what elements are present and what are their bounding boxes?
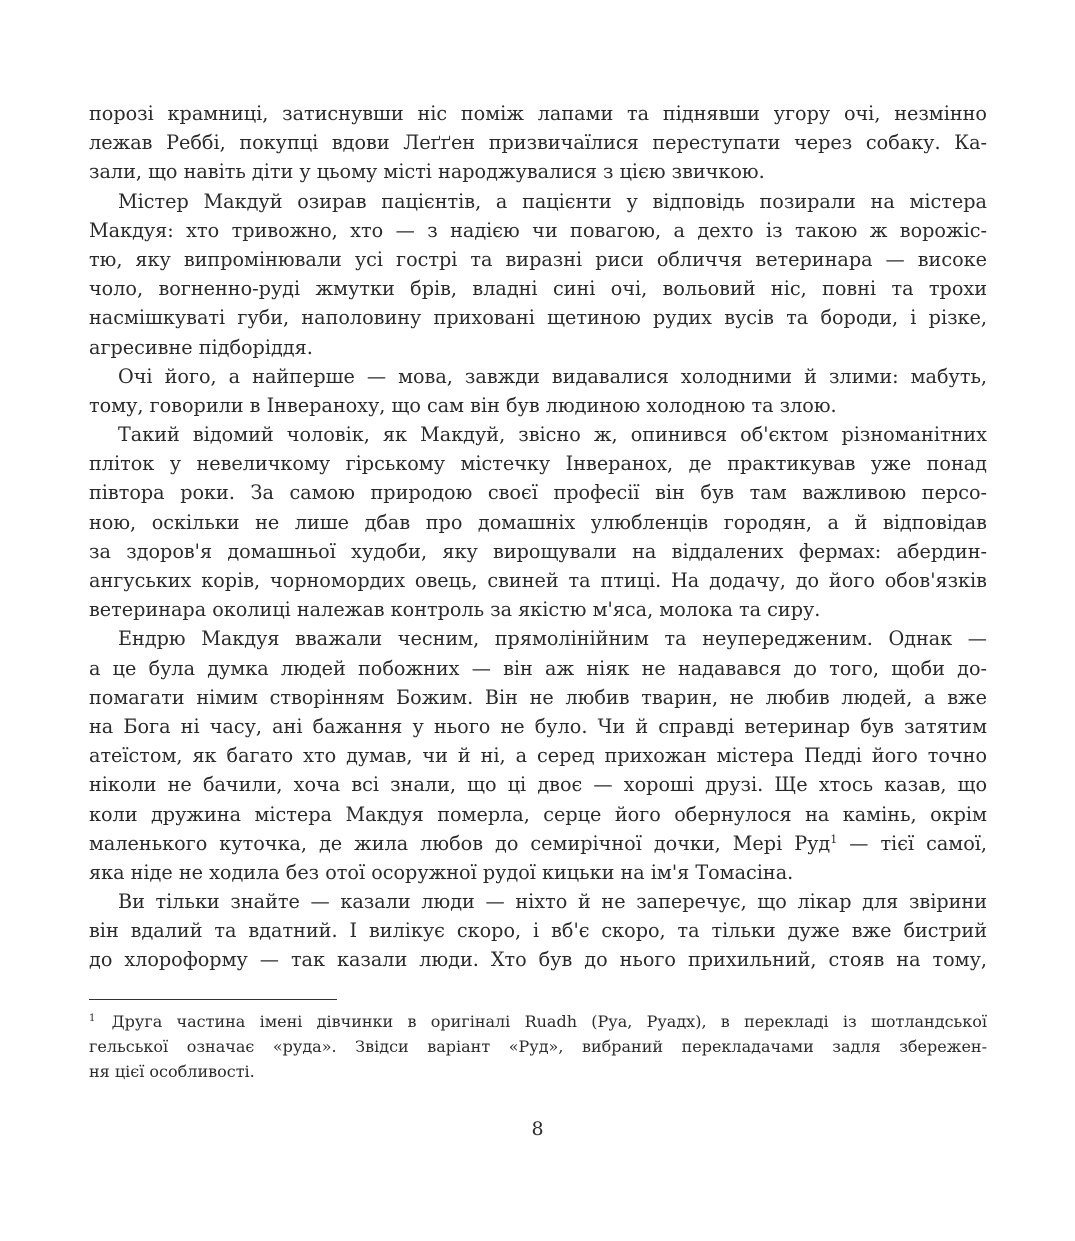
- text-line: Ви тільки знайте — казали люди — ніхто й не заперечує, що лікар для звірини: [118, 890, 987, 914]
- text-line: пліток у невеличкому гірському містечку Інверанох, де практикував уже понад: [89, 452, 987, 476]
- paragraph: [89, 420, 987, 624]
- text-fragment: — тієї самої,: [837, 831, 987, 855]
- paragraph: [89, 187, 987, 362]
- paragraph: [89, 887, 987, 975]
- text-line: до хлороформу — так казали люди. Хто був до нього прихильний, стояв на тому,: [89, 948, 987, 972]
- text-line: тю, яку випромінювали усі гострі та виразні риси обличчя ветеринара — високе: [89, 247, 987, 271]
- text-line: ветеринара околиці належав контроль за якістю м'яса, молока та сиру.: [89, 598, 821, 622]
- paragraph: [89, 624, 987, 887]
- footnote: [89, 1009, 987, 1084]
- text-line: Очі його, а найперше — мова, завжди видавалися холодними й злими: мабуть,: [118, 364, 987, 388]
- text-line: яка ніде не ходила без отої осоружної рудої кицьки на ім'я Томасіна.: [89, 860, 794, 884]
- text-line: Макдуя: хто тривожно, хто — з надією чи повагою, а дехто із такою ж ворожіс-: [89, 218, 987, 242]
- text-line: Ендрю Макдуя вважали чесним, прямолінійним та неупередженим. Однак —: [118, 627, 987, 651]
- text-line: він вдалий та вдатний. І вилікує скоро, і вб'є скоро, та тільки дуже вже бистрий: [89, 919, 987, 943]
- text-line: ною, оскільки не лише дбав про домашніх улюбленців городян, а й відповідав: [89, 510, 987, 534]
- text-line: зали, що навіть діти у цьому місті народжувалися з цією звичкою.: [89, 160, 765, 184]
- page-number: 8: [531, 1118, 544, 1140]
- text-line: помагати німим створінням Божим. Він не любив тварин, не любив людей, а вже: [89, 685, 987, 709]
- text-line: ангуських корів, чорномордих овець, свиней та птиці. На додачу, до його обов'язків: [89, 569, 987, 592]
- text-line: півтора роки. За самою природою своєї професії він був там важливою персо-: [89, 481, 987, 505]
- text-line: ніколи не бачили, хоча всі знали, що ці двоє — хороші друзі. Ще хтось казав, що: [89, 773, 987, 797]
- text-line: Містер Макдуй озирав пацієнтів, а пацієнти у відповідь позирали на містера: [118, 189, 987, 213]
- paragraph: [89, 362, 987, 420]
- text-fragment: Друга частина імені дівчинки в оригіналі Ruadh (Руа, Руадх), в перекладі із шотландської: [111, 1012, 987, 1031]
- text-line: коли дружина містера Макдуя померла, серце його обернулося на камінь, окрім: [89, 802, 987, 826]
- text-line: лежав Реббі, покупці вдови Леґґен призвичаїлися переступати через собаку. Ка-: [89, 131, 987, 155]
- footnote-line: гельської означає «руда». Звідси варіант «Руд», вибраний перекладачами задля збережен-: [89, 1037, 987, 1056]
- text-line: чоло, вогненно-руді жмутки брів, владні сині очі, вольовий ніс, повні та трохи: [89, 277, 987, 301]
- footnote-line: ня цієї особливості.: [89, 1062, 255, 1081]
- text-line: а це була думка людей побожних — він аж ніяк не надавався до того, щоби до-: [89, 656, 987, 680]
- main-text: [89, 99, 987, 975]
- text-line: на Бога ні часу, ані бажання у нього не було. Чи й справді ветеринар був затятим: [89, 714, 987, 738]
- footnote-line: [89, 1009, 987, 1034]
- text-fragment: маленького куточка, де жила любов до семирічної дочки, Мері Руд: [89, 831, 831, 855]
- text-line: Такий відомий чоловік, як Макдуй, звісно ж, опинився об'єктом різноманітних: [118, 423, 987, 447]
- text-line: атеїстом, як багато хто думав, чи й ні, а серед прихожан містера Педді його точно: [89, 744, 987, 768]
- footnote-number: 1: [89, 1013, 96, 1024]
- paragraph: [89, 99, 987, 187]
- text-line-with-footnote: [89, 829, 987, 858]
- text-line: за здоров'я домашньої худоби, яку вирощували на віддалених фермах: абердин-: [89, 539, 987, 563]
- text-line: порозі крамниці, затиснувши ніс поміж лапами та піднявши угору очі, незмінно: [89, 102, 987, 125]
- text-line: агресивне підборіддя.: [89, 335, 313, 359]
- footnote-divider: [89, 999, 337, 1000]
- text-line: тому, говорили в Інвераноху, що сам він був людиною холодною та злою.: [89, 393, 837, 417]
- text-line: насмішкуваті губи, наполовину приховані щетиною рудих вусів та бороди, і різке,: [89, 306, 987, 330]
- footnote-reference[interactable]: 1: [830, 832, 838, 846]
